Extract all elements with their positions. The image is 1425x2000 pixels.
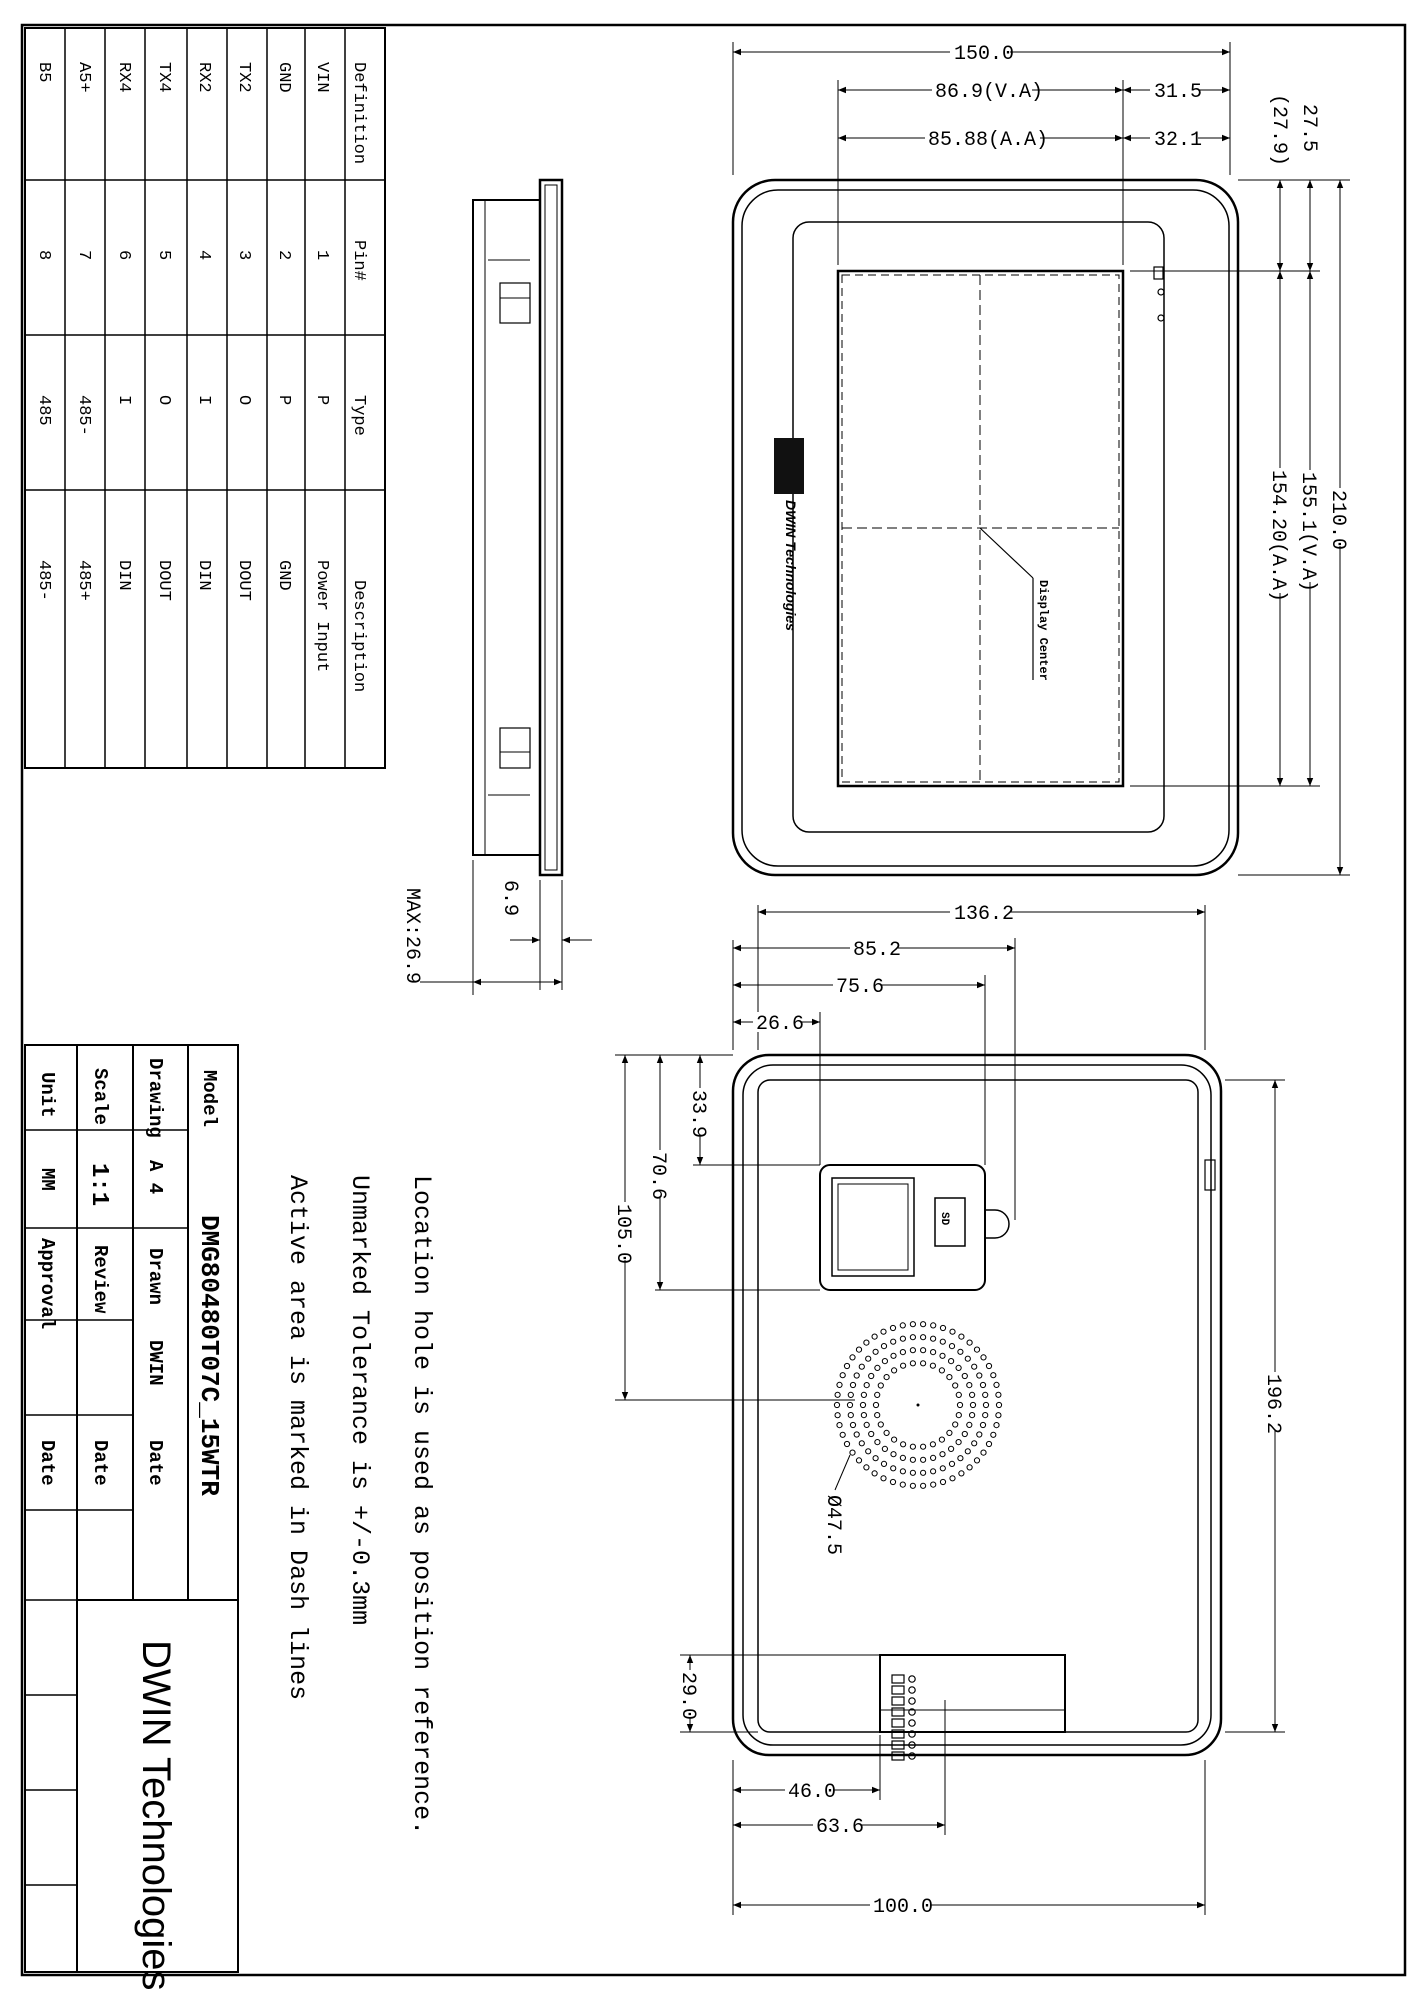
speaker-hole [921, 1361, 926, 1366]
dim-339: 33.9 [686, 1090, 709, 1139]
speaker-hole [958, 1349, 963, 1354]
dim-speaker: Ø47.5 [821, 1495, 844, 1556]
speaker-hole [878, 1383, 883, 1388]
tb-scale-value: 1:1 [85, 1163, 112, 1207]
brand-logo-text: DWIN Technologies [783, 500, 799, 631]
tb-date3-label: Date [36, 1440, 58, 1486]
brand-logo-block [774, 438, 804, 494]
pin-row-8-definition: B5 [34, 62, 53, 83]
speaker-hole [972, 1441, 977, 1446]
dim-290: 29.0 [676, 1672, 699, 1721]
speaker-hole [921, 1457, 926, 1462]
speaker-hole [910, 1470, 915, 1475]
pin-row-6-type: I [114, 395, 133, 406]
pin-row-3-pin: 3 [234, 250, 253, 261]
speaker-hole [835, 1392, 840, 1397]
speaker-hole [996, 1413, 1001, 1418]
tb-drawn-value: DWIN [144, 1340, 166, 1386]
speaker-hole [850, 1450, 855, 1455]
back-view [611, 902, 1285, 1919]
dim-636: 63.6 [816, 1816, 865, 1839]
speaker-hole [900, 1323, 905, 1328]
speaker-hole [965, 1449, 970, 1454]
speaker-hole [967, 1422, 972, 1427]
speaker-hole [891, 1339, 896, 1344]
pin-row-4-type: I [194, 395, 213, 406]
pin-header-pin: Pin# [349, 240, 368, 281]
speaker-hole [859, 1364, 864, 1369]
speaker-hole [884, 1430, 889, 1435]
tb-approval-label: Approval [36, 1238, 58, 1330]
dim-aa-width: 85.88(A.A) [928, 129, 1049, 152]
speaker-hole [875, 1413, 880, 1418]
note-tolerance: Unmarked Tolerance is +/-0.3mm [345, 1175, 374, 1626]
speaker-hole [861, 1413, 866, 1418]
speaker-hole [900, 1455, 905, 1460]
speaker-hole [953, 1422, 958, 1427]
speaker-hole [983, 1413, 988, 1418]
speaker-hole [996, 1392, 1001, 1397]
tb-drawing-label: Drawing [144, 1058, 166, 1138]
pin-row-7-definition: A5+ [74, 62, 93, 93]
speaker-hole [881, 1344, 886, 1349]
dim-1962: 196.2 [1261, 1374, 1284, 1435]
back-outer [733, 1055, 1221, 1755]
speaker-hole [962, 1431, 967, 1436]
speaker-hole [844, 1363, 849, 1368]
speaker-hole [956, 1440, 961, 1445]
speaker-hole [837, 1382, 842, 1387]
speaker-hole [977, 1373, 982, 1378]
sd-eject-button [985, 1210, 1009, 1238]
side-clip-top [500, 283, 530, 323]
speaker-hole [910, 1457, 915, 1462]
speaker-hole [965, 1356, 970, 1361]
speaker-hole [956, 1365, 961, 1370]
side-view [400, 180, 592, 995]
speaker-hole [910, 1335, 915, 1340]
speaker-hole [940, 1452, 945, 1457]
speaker-hole [875, 1440, 880, 1445]
connector-pin-hole [909, 1687, 915, 1693]
speaker-hole [848, 1413, 853, 1418]
speaker-hole [881, 1461, 886, 1466]
pin-row-7-description: 485+ [74, 560, 93, 601]
speaker-hole [850, 1355, 855, 1360]
speaker-hole [901, 1442, 906, 1447]
speaker-hole [981, 1450, 986, 1455]
speaker-hole [881, 1476, 886, 1481]
speaker-hole [891, 1353, 896, 1358]
speaker-hole [910, 1444, 915, 1449]
speaker-hole [921, 1335, 926, 1340]
speaker-hole [875, 1392, 880, 1397]
title-block [25, 1045, 238, 1991]
pin-row-7-type: 485- [74, 395, 93, 436]
pin-row-2-definition: GND [274, 62, 293, 93]
pin-row-8-description: 485- [34, 560, 53, 601]
speaker-hole [850, 1382, 855, 1387]
connector-pin-hole [909, 1698, 915, 1704]
display-center-label: Display Center [1036, 580, 1050, 681]
pin-row-8-type: 485 [34, 395, 53, 426]
pin-header-type: Type [349, 395, 368, 436]
dim-side-thickness: 6.9 [498, 880, 521, 917]
speaker-hole [856, 1458, 861, 1463]
pin-table [25, 28, 385, 768]
pin-row-8-pin: 8 [34, 250, 53, 261]
pin-row-3-definition: TX2 [234, 62, 253, 93]
speaker-hole [962, 1373, 967, 1378]
dim-height-210: 210.0 [1326, 490, 1349, 551]
front-view [733, 42, 1350, 875]
pin-row-4-pin: 4 [194, 250, 213, 261]
speaker-hole [869, 1431, 874, 1436]
speaker-hole [921, 1322, 926, 1327]
tb-model-value: DMG80480T07C_15WTR [194, 1215, 224, 1496]
pin-row-4-description: DIN [194, 560, 213, 591]
speaker-hole [981, 1355, 986, 1360]
speaker-hole [859, 1441, 864, 1446]
speaker-hole [850, 1422, 855, 1427]
pin-row-5-type: O [154, 395, 173, 406]
speaker-hole [872, 1334, 877, 1339]
tb-unit-value: MM [36, 1168, 58, 1191]
speaker-hole [901, 1363, 906, 1368]
speaker-hole [847, 1402, 852, 1407]
speaker-hole [940, 1339, 945, 1344]
side-front-flange [540, 180, 562, 875]
speaker-hole [939, 1368, 944, 1373]
tb-date2-label: Date [89, 1440, 111, 1486]
dim-266: 26.6 [756, 1013, 805, 1036]
speaker-hole [967, 1465, 972, 1470]
speaker-hole [891, 1452, 896, 1457]
speaker-hole [881, 1329, 886, 1334]
pin-row-3-description: DOUT [234, 560, 253, 601]
speaker-hole [947, 1430, 952, 1435]
back-cover [758, 1080, 1198, 1732]
speaker-hole [892, 1368, 897, 1373]
notes [283, 1175, 436, 1835]
tb-drawn-label: Drawn [144, 1248, 166, 1306]
speaker-hole [878, 1422, 883, 1427]
speaker-hole [972, 1364, 977, 1369]
pin-row-6-definition: RX4 [114, 62, 133, 93]
speaker-hole [873, 1349, 878, 1354]
speaker-hole [921, 1348, 926, 1353]
dim-top-aa: 27.5 [1297, 104, 1320, 153]
speaker-hole [931, 1469, 936, 1474]
pin-row-5-pin: 5 [154, 250, 173, 261]
speaker-hole [949, 1359, 954, 1364]
speaker-hole [890, 1479, 895, 1484]
dim-top-va: (27.9) [1267, 94, 1290, 167]
tb-date-label: Date [144, 1440, 166, 1486]
pin-row-1-pin: 1 [312, 250, 331, 261]
tb-scale-label: Scale [89, 1068, 111, 1126]
speaker-hole [958, 1456, 963, 1461]
speaker-hole [950, 1329, 955, 1334]
speaker-hole [994, 1382, 999, 1387]
speaker-hole [860, 1402, 865, 1407]
speaker-hole [939, 1437, 944, 1442]
sd-label: SD [938, 1212, 950, 1226]
speaker-hole [910, 1361, 915, 1366]
speaker-hole [866, 1356, 871, 1361]
speaker-hole [891, 1466, 896, 1471]
speaker-hole [977, 1432, 982, 1437]
speaker-hole [884, 1375, 889, 1380]
pin-row-6-description: DIN [114, 560, 133, 591]
speaker-hole [900, 1350, 905, 1355]
speaker-hole [986, 1363, 991, 1368]
indicator-led [1154, 267, 1163, 279]
speaker-hole [854, 1432, 859, 1437]
pin-row-1-definition: VIN [312, 62, 331, 93]
connector-pin [892, 1719, 904, 1727]
speaker-hole [957, 1402, 962, 1407]
speaker-hole [873, 1456, 878, 1461]
speaker-hole [953, 1383, 958, 1388]
speaker-hole [980, 1382, 985, 1387]
connector-pin [892, 1686, 904, 1694]
speaker-hole [947, 1375, 952, 1380]
speaker-grille [834, 1322, 1001, 1489]
speaker-hole [931, 1336, 936, 1341]
speaker-hole [875, 1365, 880, 1370]
speaker-hole [931, 1350, 936, 1355]
speaker-hole [873, 1402, 878, 1407]
dim-460: 46.0 [788, 1781, 837, 1804]
speaker-hole [854, 1373, 859, 1378]
speaker-hole [869, 1373, 874, 1378]
speaker-hole [882, 1446, 887, 1451]
connector-pin [892, 1697, 904, 1705]
tb-company: DWIN Technologies [134, 1640, 178, 1991]
speaker-hole [930, 1442, 935, 1447]
pin-row-2-description: GND [274, 560, 293, 591]
note-active-area: Active area is marked in Dash lines [283, 1175, 312, 1701]
pin-row-7-pin: 7 [74, 250, 93, 261]
speaker-hole [986, 1441, 991, 1446]
speaker-hole [840, 1373, 845, 1378]
tb-unit-label: Unit [36, 1072, 58, 1118]
connector-pin [892, 1675, 904, 1683]
note-location-hole: Location hole is used as position reference. [407, 1175, 436, 1836]
dim-va-width: 86.9(V.A) [935, 81, 1044, 104]
speaker-hole [848, 1392, 853, 1397]
dim-right-aa: 32.1 [1154, 129, 1203, 152]
connector-pin-hole [909, 1720, 915, 1726]
speaker-hole [970, 1413, 975, 1418]
side-clip-bottom [500, 728, 530, 768]
speaker-hole [959, 1334, 964, 1339]
sd-card-slot [832, 1178, 914, 1276]
speaker-hole [921, 1444, 926, 1449]
speaker-hole [835, 1413, 840, 1418]
speaker-hole [856, 1347, 861, 1352]
pin-header-description: Description [349, 580, 368, 693]
speaker-hole [949, 1344, 954, 1349]
dim-width-150: 150.0 [954, 43, 1015, 66]
pin-row-3-type: O [234, 395, 253, 406]
speaker-hole [949, 1461, 954, 1466]
speaker-hole [840, 1432, 845, 1437]
display-center-leader [980, 528, 1033, 578]
speaker-hole [991, 1373, 996, 1378]
speaker-hole [974, 1458, 979, 1463]
speaker-hole [890, 1325, 895, 1330]
pin-header-definition: Definition [349, 62, 368, 165]
speaker-hole [910, 1483, 915, 1488]
speaker-hole [882, 1359, 887, 1364]
speaker-hole [940, 1466, 945, 1471]
speaker-hole [931, 1455, 936, 1460]
speaker-hole [910, 1348, 915, 1353]
speaker-hole [931, 1482, 936, 1487]
dim-756: 75.6 [836, 976, 885, 999]
speaker-center [917, 1404, 920, 1407]
tb-drawing-value: A 4 [144, 1160, 166, 1195]
speaker-hole [900, 1482, 905, 1487]
speaker-hole [991, 1432, 996, 1437]
speaker-hole [910, 1322, 915, 1327]
speaker-hole [994, 1423, 999, 1428]
pin-row-2-pin: 2 [274, 250, 293, 261]
speaker-hole [970, 1392, 975, 1397]
speaker-hole [959, 1471, 964, 1476]
pin-row-5-description: DOUT [154, 560, 173, 601]
speaker-hole [844, 1441, 849, 1446]
speaker-hole [864, 1383, 869, 1388]
speaker-hole [872, 1471, 877, 1476]
speaker-hole [950, 1476, 955, 1481]
connector-pins [892, 1675, 915, 1760]
speaker-hole [967, 1383, 972, 1388]
speaker-hole [940, 1353, 945, 1358]
speaker-hole [930, 1363, 935, 1368]
pin-row-2-type: P [274, 395, 293, 406]
speaker-hole [983, 1392, 988, 1397]
dim-1000: 100.0 [873, 1896, 934, 1919]
speaker-hole [970, 1402, 975, 1407]
connector-housing [880, 1655, 1065, 1732]
dim-va-height: 155.1(V.A) [1296, 472, 1319, 593]
dim-back-width: 136.2 [954, 903, 1015, 926]
pin-row-6-pin: 6 [114, 250, 133, 261]
dim-side-max: MAX:26.9 [400, 888, 423, 985]
speaker-hole [940, 1325, 945, 1330]
dim-aa-height: 154.20(A.A) [1266, 470, 1289, 603]
tb-review-label: Review [89, 1245, 111, 1314]
speaker-hole [900, 1336, 905, 1341]
speaker-hole [996, 1402, 1001, 1407]
speaker-hole [864, 1422, 869, 1427]
pin-row-5-definition: TX4 [154, 62, 173, 93]
speaker-hole [921, 1470, 926, 1475]
speaker-hole [980, 1422, 985, 1427]
speaker-hole [967, 1340, 972, 1345]
speaker-hole [866, 1449, 871, 1454]
dim-1050: 105.0 [611, 1204, 634, 1265]
speaker-hole [949, 1446, 954, 1451]
dim-706: 70.6 [646, 1152, 669, 1201]
speaker-hole [940, 1479, 945, 1484]
speaker-hole [921, 1483, 926, 1488]
speaker-hole [900, 1469, 905, 1474]
speaker-hole [983, 1402, 988, 1407]
speaker-hole [931, 1323, 936, 1328]
connector-pin-hole [909, 1676, 915, 1682]
speaker-hole [864, 1465, 869, 1470]
connector-pin [892, 1708, 904, 1716]
speaker-hole [864, 1340, 869, 1345]
dim-852: 85.2 [853, 939, 902, 962]
speaker-hole [861, 1392, 866, 1397]
speaker-hole [956, 1413, 961, 1418]
dim-right-va: 31.5 [1154, 81, 1203, 104]
tb-model-label: Model [198, 1070, 220, 1128]
pin-row-4-definition: RX2 [194, 62, 213, 93]
speaker-hole [837, 1423, 842, 1428]
pin-row-1-type: P [312, 395, 331, 406]
speaker-hole [956, 1392, 961, 1397]
location-hole [1205, 1160, 1215, 1190]
speaker-hole [892, 1437, 897, 1442]
speaker-hole [974, 1347, 979, 1352]
pin-row-1-description: Power Input [312, 560, 331, 673]
speaker-hole [834, 1402, 839, 1407]
front-glass [793, 222, 1164, 832]
